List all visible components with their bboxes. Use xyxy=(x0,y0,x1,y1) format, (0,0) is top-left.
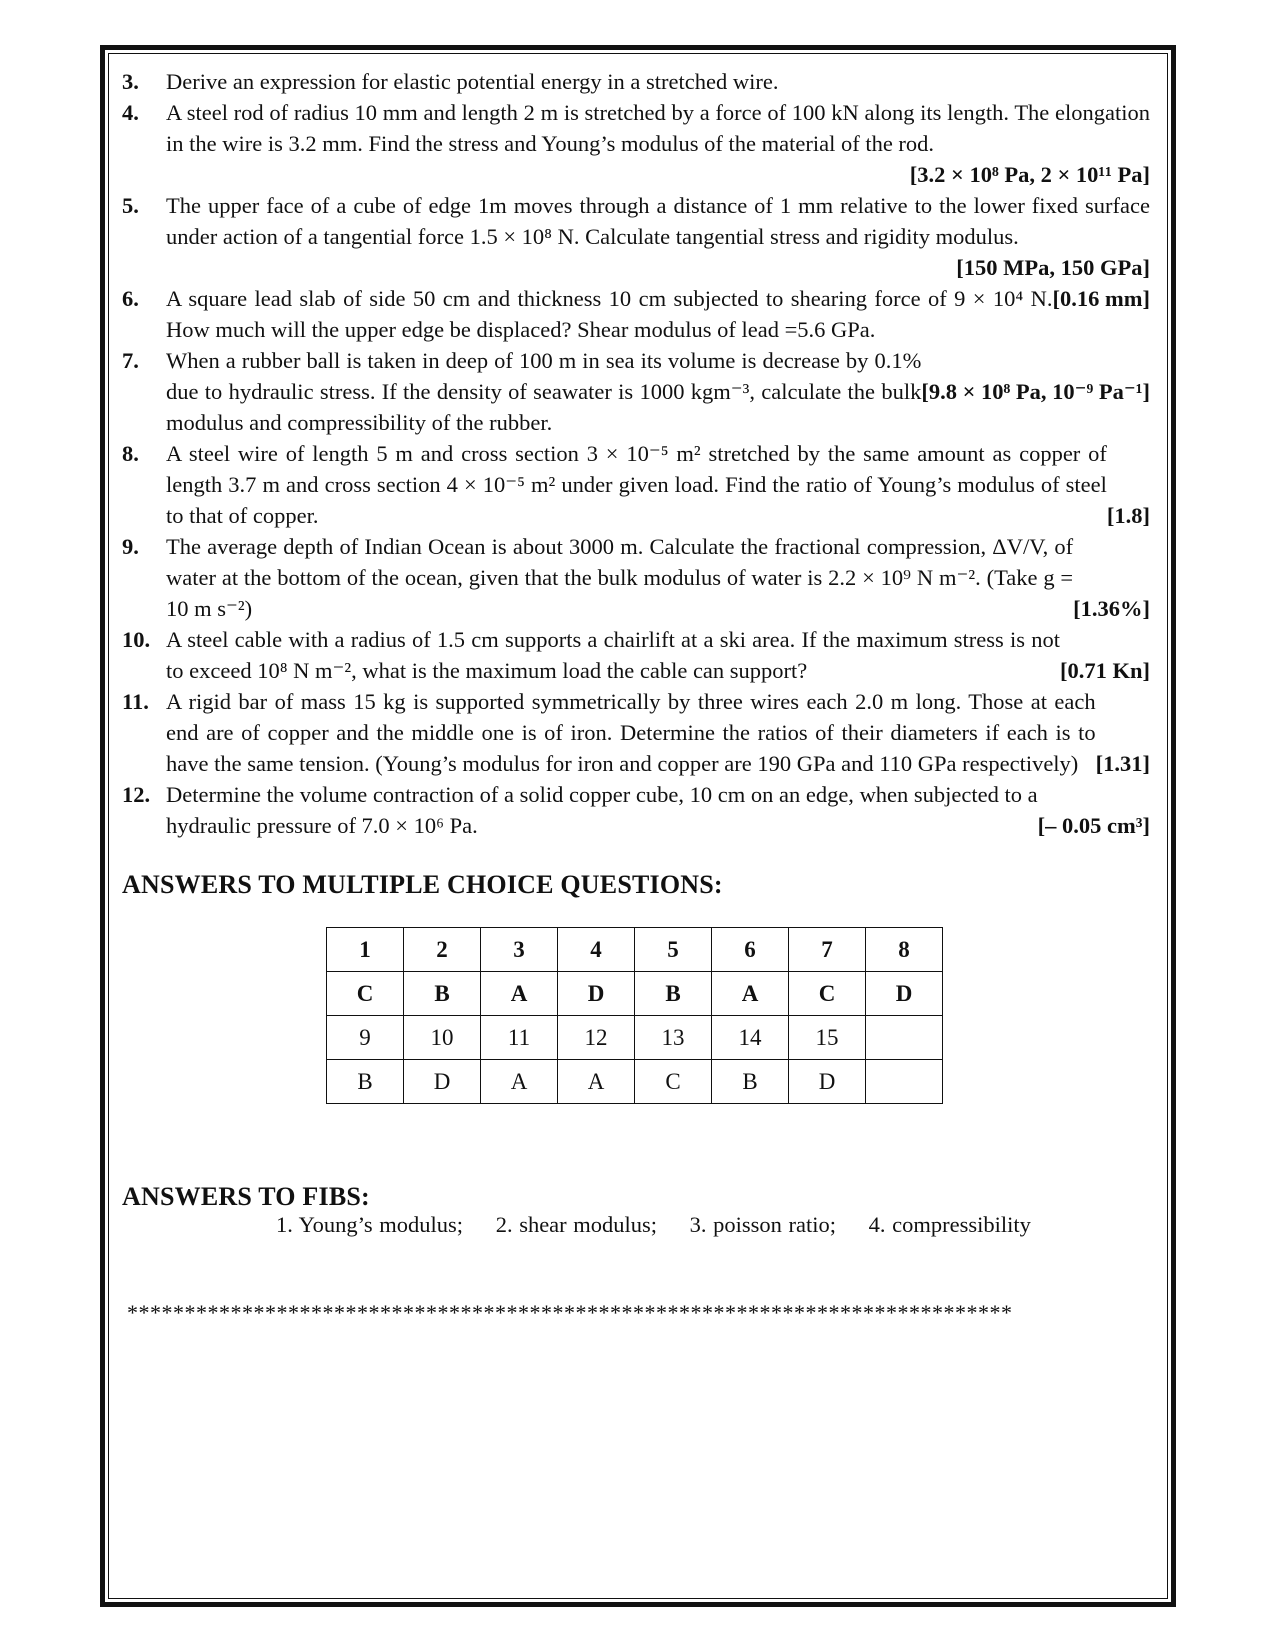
question-10 xyxy=(122,624,1150,686)
table-cell: C xyxy=(789,972,866,1016)
question-text: [0.71 Kn] A steel cable with a radius of 1.5 cm supports a chairlift at a ski area. If the maximum stress is not to exceed 10⁸ N m⁻², what is the maximum load the cable can support? xyxy=(166,624,1150,686)
table-cell: 3 xyxy=(481,928,558,972)
fibs-answer-list xyxy=(276,1212,1057,1238)
table-cell: D xyxy=(789,1060,866,1104)
question-5 xyxy=(122,190,1150,283)
table-cell: 6 xyxy=(712,928,789,972)
question-answer: [0.71 Kn] xyxy=(1060,658,1150,683)
table-cell: 7 xyxy=(789,928,866,972)
question-answer: [150 MPa, 150 GPa] xyxy=(956,255,1150,280)
table-cell: C xyxy=(327,972,404,1016)
table-cell: B xyxy=(404,972,481,1016)
question-answer: [1.31] xyxy=(1095,751,1150,776)
mcq-answers-heading: ANSWERS TO MULTIPLE CHOICE QUESTIONS: xyxy=(122,870,723,899)
question-number: 8. xyxy=(122,441,139,466)
table-cell: 1 xyxy=(327,928,404,972)
question-11 xyxy=(122,686,1150,779)
fib-answer: 4. compressibility xyxy=(868,1212,1031,1237)
question-number: 5. xyxy=(122,193,139,218)
table-cell: 13 xyxy=(635,1016,712,1060)
question-answer: [9.8 × 10⁸ Pa, 10⁻⁹ Pa⁻¹] xyxy=(921,379,1150,404)
question-text: [9.8 × 10⁸ Pa, 10⁻⁹ Pa⁻¹] When a rubber ball is taken in deep of 100 m in sea its volume is decrease by 0.1% due to hydraulic stress. If the density of seawater is 1000 kgm⁻³, calculate the bulk modulus and compressibility of the rubber. xyxy=(166,348,1150,435)
fib-answer: 2. shear modulus; xyxy=(495,1212,658,1237)
question-3 xyxy=(122,66,1150,97)
question-number: 4. xyxy=(122,100,139,125)
mcq-answer-table xyxy=(326,927,943,1104)
table-cell: A xyxy=(558,1060,635,1104)
fib-answer: 3. poisson ratio; xyxy=(689,1212,837,1237)
table-cell: A xyxy=(481,1060,558,1104)
table-cell: 4 xyxy=(558,928,635,972)
question-text: [– 0.05 cm³] Determine the volume contraction of a solid copper cube, 10 cm on an edge, when subjected to a hydraulic pressure of 7.0 × 10⁶ Pa. xyxy=(166,779,1150,841)
table-row xyxy=(327,972,943,1016)
table-cell xyxy=(866,1016,943,1060)
question-answer: [1.8] xyxy=(1106,503,1150,528)
question-answer: [3.2 × 10⁸ Pa, 2 × 10¹¹ Pa] xyxy=(909,162,1150,187)
table-cell: 2 xyxy=(404,928,481,972)
table-cell: 9 xyxy=(327,1016,404,1060)
table-cell: 11 xyxy=(481,1016,558,1060)
question-text: [1.31] A rigid bar of mass 15 kg is supported symmetrically by three wires each 2.0 m long. Those at each end are of copper and the middle one is of iron. Determine the ratios of their diameters if each is to have the same tension. (Young’s modulus for iron and copper are 190 GPa and 110 GPa respectively) xyxy=(166,686,1150,779)
table-cell: 5 xyxy=(635,928,712,972)
question-12 xyxy=(122,779,1150,841)
table-cell: 12 xyxy=(558,1016,635,1060)
question-number: 9. xyxy=(122,534,139,559)
table-cell: D xyxy=(404,1060,481,1104)
table-cell: D xyxy=(866,972,943,1016)
table-cell: 10 xyxy=(404,1016,481,1060)
question-6 xyxy=(122,283,1150,345)
question-number: 6. xyxy=(122,286,139,311)
question-text: [0.16 mm] A square lead slab of side 50 cm and thickness 10 cm subjected to shearing force of 9 × 10⁴ N. How much will the upper edge be displaced? Shear modulus of lead =5.6 GPa. xyxy=(166,283,1150,345)
table-cell: B xyxy=(327,1060,404,1104)
question-text: [1.36%] The average depth of Indian Ocean is about 3000 m. Calculate the fractional compression, ΔV/V, of water at the bottom of the ocean, given that the bulk modulus of water is 2.2 × 10⁹ N m⁻². (Take g = 10 m s⁻²) xyxy=(166,531,1150,624)
table-cell: 15 xyxy=(789,1016,866,1060)
question-number: 3. xyxy=(122,69,139,94)
question-answer: [0.16 mm] xyxy=(1052,286,1150,311)
question-9 xyxy=(122,531,1150,624)
question-number: 10. xyxy=(122,627,151,652)
table-cell: 14 xyxy=(712,1016,789,1060)
table-cell xyxy=(866,1060,943,1104)
table-cell: B xyxy=(635,972,712,1016)
question-7 xyxy=(122,345,1150,438)
question-number: 11. xyxy=(122,689,149,714)
table-cell: C xyxy=(635,1060,712,1104)
question-number: 7. xyxy=(122,348,139,373)
question-text: [1.8] A steel wire of length 5 m and cross section 3 × 10⁻⁵ m² stretched by the same amount as copper of length 3.7 m and cross section 4 × 10⁻⁵ m² under given load. Find the ratio of Young’s modulus of steel to that of copper. xyxy=(166,438,1150,531)
question-answer: [– 0.05 cm³] xyxy=(1037,813,1150,838)
question-8 xyxy=(122,438,1150,531)
question-4 xyxy=(122,97,1150,190)
table-cell: B xyxy=(712,1060,789,1104)
question-number: 12. xyxy=(122,782,151,807)
table-row xyxy=(327,1016,943,1060)
question-list xyxy=(122,66,1150,841)
footer-star-divider: ***************************************************************************** xyxy=(127,1300,1013,1325)
question-text: Derive an expression for elastic potential energy in a stretched wire. xyxy=(166,69,779,94)
question-text: The upper face of a cube of edge 1m moves through a distance of 1 mm relative to the lower fixed surface under action of a tangential force 1.5 × 10⁸ N. Calculate tangential stress and rigidity modulus. xyxy=(166,193,1150,249)
fibs-answers-heading: ANSWERS TO FIBS: xyxy=(122,1182,370,1211)
fib-answer: 1. Young’s modulus; xyxy=(276,1212,464,1237)
question-answer: [1.36%] xyxy=(1073,596,1150,621)
table-cell: A xyxy=(712,972,789,1016)
table-row xyxy=(327,928,943,972)
table-cell: 8 xyxy=(866,928,943,972)
table-row xyxy=(327,1060,943,1104)
table-cell: D xyxy=(558,972,635,1016)
question-text: A steel rod of radius 10 mm and length 2 m is stretched by a force of 100 kN along its length. The elongation in the wire is 3.2 mm. Find the stress and Young’s modulus of the material of the rod. xyxy=(166,100,1150,156)
table-cell: A xyxy=(481,972,558,1016)
